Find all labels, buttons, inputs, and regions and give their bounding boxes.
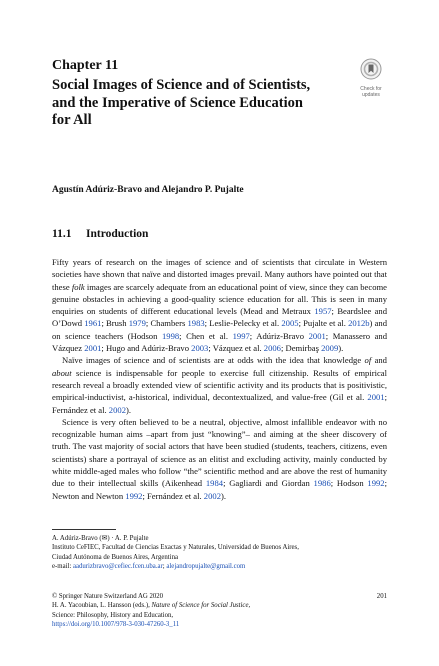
text-run: ).: [220, 490, 226, 501]
citation-link[interactable]: 1986: [313, 478, 331, 489]
body-text: [52, 256, 387, 502]
citation-link[interactable]: 1979: [128, 318, 146, 329]
text-run: and: [371, 355, 387, 366]
text-run: ; Newton and Newton: [52, 478, 387, 501]
citation-link[interactable]: 2012b: [348, 318, 370, 329]
footnote-authors: A. Adúriz-Bravo (✉) · A. P. Pujalte: [52, 535, 149, 542]
citation-link[interactable]: 1983: [187, 318, 205, 329]
citation-link[interactable]: 2006: [263, 343, 281, 354]
text-run: ).: [125, 404, 131, 415]
badge-line: Check for: [360, 86, 382, 92]
emphasis-text: folk: [71, 281, 85, 292]
text-run: Science is very often believed to be a neutral, objective, almost infallible endeavor with no recognizable human aims –apart from just “knowing”– and aiming at the sheer discovery of truth. The vast majority of social actors that have been studied (students, teachers, citizens, even scientists) share a portrayal of science as an elitist and excluding activity, mainly conducted by white middle-aged males who follow “the” scientific method and are above the rest of humanity due to their intellectual skills (Aikenhead: [52, 416, 387, 489]
emphasis-text: about: [52, 367, 72, 378]
citation-link[interactable]: 2009: [321, 343, 339, 354]
chapter-title: [52, 77, 352, 130]
text-run: ) and on science teachers (Hodson: [52, 318, 387, 341]
citation-link[interactable]: 1992: [367, 478, 385, 489]
series-line: Science: Philosophy, History and Education,: [52, 611, 174, 619]
text-run: ; Pujalte et al.: [298, 318, 349, 329]
citation-link[interactable]: 1961: [84, 318, 102, 329]
text-run: ; Fernández et al.: [52, 392, 387, 415]
doi-link[interactable]: https://doi.org/10.1007/978-3-030-47260-3_11: [52, 620, 180, 628]
editors: H. A. Yacoubian, L. Hansson (eds.),: [52, 602, 152, 610]
paragraph-3: [52, 416, 387, 502]
author-names: Agustín Adúriz-Bravo and Alejandro P. Pujalte: [52, 185, 244, 195]
chapter-title-line: for All: [52, 112, 92, 128]
citation-link[interactable]: 1998: [161, 330, 180, 341]
text-run: ; Leslie-Pelecky et al.: [204, 318, 282, 329]
text-run: Fifty years of research on the images of science and of scientists that circulate in Western societies have shown that naïve and distorted images prevail. Many authors have pointed out that these: [52, 257, 387, 292]
email-label: e-mail:: [52, 562, 73, 570]
badge-line: updates: [362, 91, 380, 98]
citation-link[interactable]: 2001: [84, 343, 102, 354]
citation-link[interactable]: 2002: [108, 404, 126, 415]
footnote-affiliation: Ciudad Autónoma de Buenos Aires, Argentina: [52, 553, 178, 561]
citation-line: [52, 601, 387, 610]
text-run: ; Brush: [101, 318, 129, 329]
section-title: Introduction: [86, 228, 149, 240]
copyright-block: [52, 592, 387, 629]
citation-link[interactable]: 2003: [191, 343, 209, 354]
footnote-affiliation: Instituto CeFIEC, Facultad de Ciencias Exactas y Naturales, Universidad de Buenos Aires,: [52, 544, 299, 552]
author-footnote: [52, 534, 387, 571]
chapter-title-line: Social Images of Science and of Scientists,: [52, 77, 311, 93]
text-run: ; Vázquez et al.: [208, 343, 264, 354]
section-number: 11.1: [52, 228, 72, 240]
text-run: ; Hodson: [330, 478, 368, 489]
footnote-divider: [52, 529, 116, 530]
citation-link[interactable]: 2001: [367, 392, 385, 403]
text-run: ; Chambers: [145, 318, 188, 329]
bookmark-icon: [360, 58, 382, 80]
text-run: ; Manassero and Vázquez: [52, 330, 387, 354]
footnote-email-line: [52, 562, 387, 571]
email-separator: ;: [162, 562, 167, 570]
text-run: images are scarcely adequate from an educational point of view, since they can become genuine obstacles in achieving a good-quality science education for all. This is seen in many enquiries on students of different educational levels (Mead and Metraux: [52, 281, 387, 317]
citation-link[interactable]: 1957: [314, 306, 332, 317]
citation-link[interactable]: 2001: [308, 330, 326, 341]
text-run: ; Chen et al.: [179, 330, 233, 341]
text-run: ; Beardslee and O’Dowd: [52, 306, 388, 329]
citation-link[interactable]: 2005: [281, 318, 299, 329]
paragraph-1: [52, 256, 387, 354]
check-for-updates-label: [354, 87, 388, 98]
emphasis-text: of: [364, 355, 372, 366]
chapter-title-line: and the Imperative of Science Education: [52, 94, 303, 111]
text-run: science is indispensable for people to exercise full citizenship. Results of empirical research reveal a broadly extended view of scientific activity and its products that is positivistic, empirical-inductivist, a-historical, individual, decontextualized, and value-free (Gil et al.: [52, 367, 387, 403]
email-link[interactable]: alejandropujalte@gmail.com: [166, 562, 246, 570]
section-heading: [52, 228, 148, 240]
book-title: Nature of Science for Social Justice,: [151, 602, 251, 610]
text-run: ; Fernández et al.: [142, 490, 204, 501]
paragraph-2: [52, 354, 387, 415]
text-run: ; Gagliardi and Giordan: [223, 478, 314, 489]
citation-link[interactable]: 1984: [205, 478, 224, 489]
text-run: ; Hugo and Adúriz-Bravo: [101, 343, 192, 354]
check-for-updates-badge[interactable]: [354, 58, 388, 102]
citation-link[interactable]: 1997: [232, 330, 250, 341]
text-run: Naïve images of science and of scientists are at odds with the idea that knowledge: [62, 355, 365, 366]
citation-link[interactable]: 2002: [203, 490, 221, 501]
chapter-label: Chapter 11: [52, 58, 119, 73]
copyright-line: © Springer Nature Switzerland AG 2020: [52, 593, 164, 600]
text-run: ; Demirbaş: [280, 343, 322, 354]
citation-link[interactable]: 1992: [125, 490, 143, 501]
text-run: ; Adúriz-Bravo: [249, 330, 309, 341]
email-link[interactable]: aadurizbravo@cefiec.fcen.uba.ar: [72, 562, 163, 570]
text-run: ).: [338, 343, 344, 354]
page-number: 201: [376, 593, 387, 600]
